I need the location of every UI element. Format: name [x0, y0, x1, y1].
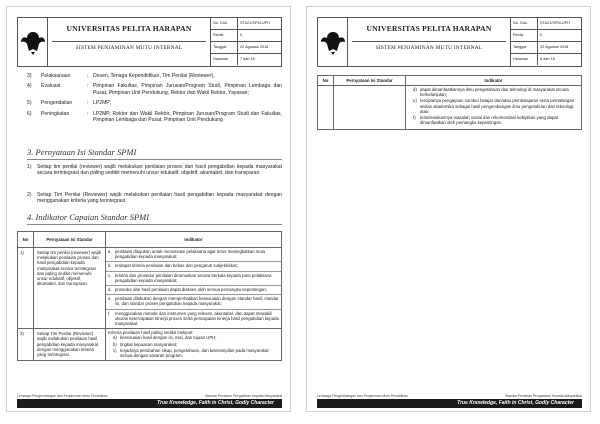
table-header-indicator: Indikator: [106, 232, 282, 248]
meta-value: 7 dari 15: [237, 54, 282, 65]
meta-value: 0: [237, 30, 282, 41]
row-number: [318, 86, 334, 130]
indicator-text: menggunakan metode dan instrumen yang relevan, akuntabel, dan dapat mewakili ukuran ketercapaian kinerja proses serta pencapaian kinerja hasil pengabdian kepada masyarakat.: [115, 310, 279, 327]
uph-logo-icon: [18, 18, 48, 66]
item-text: LP2MP, Rektor dan Wakil Rektor, Pimpinan Jurusan/Program Studi dan Fakultas, Pimpinan Lembaga dan Pusat, Pimpinan Unit Pendukung: [93, 110, 282, 124]
indicator-text: terdapat kriteria penilaian dan bebas dari pengaruh subjektivitas;: [115, 263, 239, 269]
item-label: Pengendalian: [41, 100, 73, 107]
item-text: Pimpinan Fakultas, Pimpinan Jurusan/Program Studi, Pimpinan Lembaga dan Pusat, Pimpinan Unit Pendukung, Rektor dan Wakil Rektor, Yayasan;: [93, 83, 282, 96]
table-header-indicator: Indikator: [406, 76, 582, 86]
system-name: SISTEM PENJAMINAN MUTU INTERNAL: [75, 45, 183, 51]
meta-value: 22 Agustus 2018: [237, 42, 282, 53]
table-header-no: No: [18, 232, 34, 248]
row-number: 2): [18, 329, 34, 361]
row-statement: [334, 86, 406, 130]
paragraph-number: 1): [27, 164, 32, 170]
role-item: 5) Pengendalian : LP2MP;: [27, 100, 282, 106]
meta-key: Halaman: [213, 57, 229, 61]
footer-left-text: Lembaga Pengembangan dan Penjaminan Mutu Pendidikan: [17, 394, 108, 398]
indicator-table-continued: [317, 75, 582, 130]
item-label: Peningkatan: [41, 110, 70, 117]
indicator-text: dapat dimanfaatkannya ilmu pengetahuan dan teknologi di masyarakat secara berkelanjutan;: [420, 87, 569, 98]
logo-cell: [18, 18, 48, 66]
item-text: Dosen, Tenaga Kependidikan, Tim Penilai (Reviewer),: [93, 73, 215, 79]
paragraph-number: 2): [27, 192, 32, 198]
meta-key: Revisi: [213, 33, 224, 37]
item-number: 6): [27, 110, 32, 117]
indicator-text: terselesaikannya masalah sosial dan rekomendasi kebijakan yang dapat dimanfaatkan oleh pemangku kepentingan.: [420, 115, 558, 126]
paragraph-text: Setiap Tim Penilai (Reviewer) wajib melakukan penilaian hasil pengabdian kepada masyarakat dengan menggunakan kriteria yang terintegrasi.: [37, 192, 282, 205]
footer-right-text: Standar Penilaian Pengabdian Kepada Masyarakat: [505, 394, 582, 398]
indicator-text: penilaian ditujukan untuk memotivasi pelaksana agar terus meningkatkan mutu pengabdian kepada masyarakat;: [115, 249, 266, 260]
footer-tagline: True Knowledge, Faith in Christ, Godly Character: [317, 399, 582, 408]
document-header: [17, 17, 282, 67]
row-indicators: Kriteria penilaian hasil paling sedikit meliputi: a) kesesuaian hasil dengan isi, misi, dan tujuan UPH; b) tingkat kepuasan masyarakat; c) terjadinya perubahan sikap, pengetahuan, dan keterampilan pada masyarakat sesuai dengan sasaran program;: [106, 329, 282, 361]
item-number: 3): [27, 73, 32, 79]
document-page-right: [306, 6, 591, 412]
university-name: UNIVERSITAS PELITA HARAPAN: [366, 24, 492, 33]
meta-value: STA21/SPM-UPH: [237, 18, 282, 29]
document-meta: [210, 18, 281, 66]
section-4-title: 4. Indikator Capaian Standar SPMI: [27, 212, 150, 222]
table-row: [18, 329, 282, 361]
system-name: SISTEM PENJAMINAN MUTU INTERNAL: [375, 45, 483, 51]
role-item: 3) Pelaksanaan : Dosen, Tenaga Kependidikan, Tim Penilai (Reviewer),: [27, 73, 282, 79]
document-page-left: [6, 6, 291, 412]
university-name: UNIVERSITAS PELITA HARAPAN: [66, 24, 192, 33]
footer-right-text: Standar Penilaian Pengabdian Kepada Masyarakat: [205, 394, 282, 398]
indicator-text: tingkat kepuasan masyarakat;: [120, 341, 178, 347]
role-item: 4) Evaluasi : Pimpinan Fakultas, Pimpinan Jurusan/Program Studi, Pimpinan Lembaga dan Pusat, Pimpinan Unit Pendukung, Rektor dan Wakil Rektor, Yayasan;: [27, 83, 282, 96]
meta-key: No. Dok.: [513, 21, 528, 25]
logo-cell: [318, 18, 348, 66]
document-header: [317, 17, 582, 67]
table-header-statement: Pernyataan Isi Standar: [334, 76, 406, 86]
meta-value: 0: [537, 30, 582, 41]
meta-key: Halaman: [513, 57, 529, 61]
row-statement: Setiap Tim Penilai (Reviewer) wajib melakukan penilaian hasil pengabdian kepada masyarakat dengan menggunakan kriteria yang terintegrasi.: [34, 329, 106, 361]
uph-logo-icon: [318, 18, 348, 66]
row-statement: Setiap tim penilai (reviewer) wajib melakukan penilaian proses dan hasil pengabdian kepada masyarakat secara terintegrasi dan paling sedikit memenuhi unsur edukatif, objektif, akuntabel, dan transparan.: [34, 248, 106, 329]
indicator-text: penilaian dilakukan dengan memperhatikan kesesuaian dengan standar hasil, standar isi, dan standar proses pengabdian kepada masyarakat;: [115, 296, 279, 307]
statement-paragraph: [27, 192, 282, 205]
meta-key: No. Dok.: [213, 21, 228, 25]
indicator-table: [17, 231, 282, 361]
indicator-text: terjadinya perubahan sikap, pengetahuan, dan keterampilan pada masyarakat sesuai dengan sasaran program;: [120, 347, 269, 359]
footer-tagline: True Knowledge, Faith in Christ, Godly Character: [17, 399, 282, 408]
indicator-text: kesesuaian hasil dengan isi, misi, dan tujuan UPH;: [120, 335, 217, 341]
document-meta: [510, 18, 581, 66]
footer-left-text: Lembaga Pengembangan dan Penjaminan Mutu Pendidikan: [317, 394, 408, 398]
indicator-text: prosedur dan hasil penilaian dapat diakses oleh semua pemangku kepentingan;: [115, 287, 267, 293]
item-label: Pelaksanaan: [41, 73, 71, 79]
meta-key: Tanggal: [213, 45, 227, 49]
row-number: 1): [18, 248, 34, 329]
item-number: 5): [27, 100, 32, 107]
row-indicators: a. penilaian ditujukan untuk memotivasi pelaksana agar terus meningkatkan mutu pengabdian kepada masyarakat; b. terdapat kriteria penilaian dan bebas dari pengaruh subjektivitas; c. kriteria dan prosedur penilaian dirumuskan secara berkala kepada para pelaksana pengabdian kepada masyarakat; d. prosedur dan hasil penilaian dapat diakses oleh semua pemangku kepentingan; e. penilaian dilakukan dengan memperhatikan kesesuaian dengan standar hasil, standar isi, dan standar proses pengabdian kepada masyarakat; f. menggunakan metode dan instrumen yang relevan, akuntabel, dan dapat mewakili ukuran ketercapaian kinerja proses serta pencapaian kinerja hasil pengabdian kepada masyarakat.: [106, 248, 282, 329]
meta-key: Revisi: [513, 33, 524, 37]
statement-paragraph: [27, 164, 282, 177]
table-header-statement: Pernyataan Isi Standar: [34, 232, 106, 248]
row-indicators: d) dapat dimanfaatkannya ilmu pengetahuan dan teknologi di masyarakat secara berkelanjutan; e) terciptanya pengayaan sumber belajar dan/atau pembelajaran serta pematangan sivitas akademika sebagai hasil pengembangan ilmu pengetahuan dan teknologi; atau f) terselesaikannya masalah sosial dan rekomendasi kebijakan yang dapat dimanfaatkan oleh pemangku kepentingan.: [406, 86, 582, 130]
paragraph-text: Setiap tim penilai (reviewer) wajib melakukan penilaian proses dan hasil pengabdian kepada masyarakat secara terintegrasi dan paling sedikit memenuhi unsur edukatif, objektif, akuntabel, dan transparan.: [37, 164, 282, 177]
table-row: [18, 248, 282, 329]
indicator-text: terciptanya pengayaan sumber belajar dan/atau pembelajaran serta pematangan sivitas akademika sebagai hasil pengembangan ilmu pengetahuan dan teknologi; atau: [420, 98, 575, 114]
table-row: [318, 86, 582, 130]
item-label: Evaluasi: [41, 83, 61, 90]
item-number: 4): [27, 83, 32, 90]
role-list: [27, 73, 282, 127]
header-title-cell: [348, 18, 510, 66]
section-3-title: 3. Pernyataan Isi Standar SPMI: [27, 147, 137, 157]
meta-value: 8 dari 15: [537, 54, 582, 65]
meta-value: 22 Agustus 2018: [537, 42, 582, 53]
indicator-text: kriteria dan prosedur penilaian dirumuskan secara berkala kepada para pelaksana pengabdian kepada masyarakat;: [115, 272, 272, 283]
table-header-no: No: [318, 76, 334, 86]
meta-key: Tanggal: [513, 45, 527, 49]
header-title-cell: [48, 18, 210, 66]
item-text: LP2MP;: [93, 100, 112, 107]
role-item: 6) Peningkatan : LP2MP, Rektor dan Wakil Rektor, Pimpinan Jurusan/Program Studi dan Fakultas, Pimpinan Lembaga dan Pusat, Pimpinan Unit Pendukung: [27, 110, 282, 124]
meta-value: STA21/SPM-UPH: [537, 18, 582, 29]
indicator-intro: Kriteria penilaian hasil paling sedikit meliputi:: [108, 330, 194, 336]
